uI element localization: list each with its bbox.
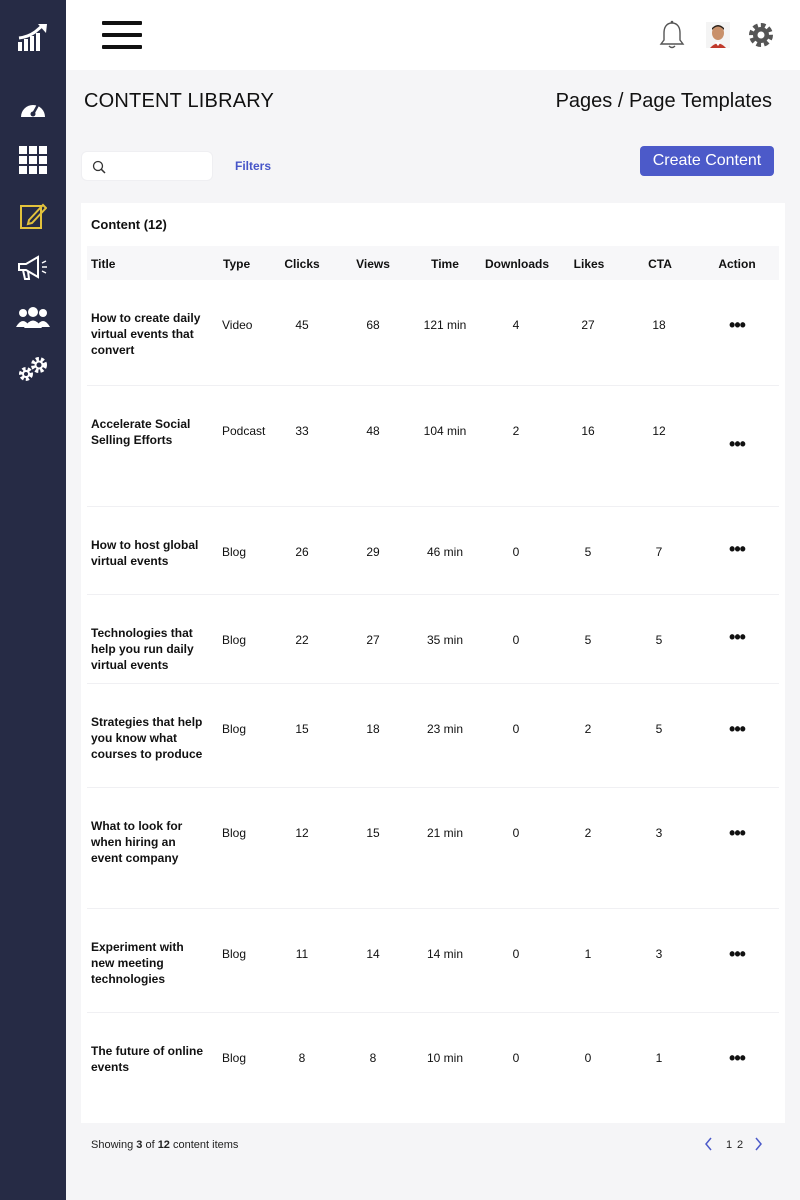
row-likes: 0 <box>584 1051 592 1065</box>
row-cta: 3 <box>655 947 663 961</box>
column-header-likes[interactable]: Likes <box>573 257 605 271</box>
table-row[interactable] <box>81 788 785 909</box>
row-clicks: 26 <box>295 545 309 559</box>
table-row[interactable] <box>81 507 785 595</box>
row-cta: 12 <box>652 424 666 438</box>
row-title[interactable]: Experiment with new meeting technologies <box>91 940 184 986</box>
row-clicks: 22 <box>295 633 309 647</box>
row-actions-icon[interactable]: ••• <box>729 944 745 964</box>
row-title[interactable]: The future of online events <box>91 1044 203 1074</box>
row-title[interactable]: Strategies that help you know what courses to produce <box>91 715 203 761</box>
create-content-button[interactable]: Create Content <box>640 146 774 176</box>
row-type: Podcast <box>222 424 266 438</box>
search-icon <box>92 160 106 174</box>
row-cta: 1 <box>655 1051 663 1065</box>
bell-icon[interactable] <box>656 18 688 52</box>
logo-icon[interactable] <box>0 18 66 58</box>
row-likes: 16 <box>581 424 595 438</box>
row-views: 48 <box>366 424 380 438</box>
grid-icon[interactable] <box>0 140 66 180</box>
row-title[interactable]: How to host global virtual events <box>91 538 199 568</box>
row-type: Blog <box>222 545 247 559</box>
row-clicks: 8 <box>298 1051 306 1065</box>
row-downloads: 2 <box>512 424 520 438</box>
prev-page-icon[interactable] <box>704 1137 714 1154</box>
breadcrumb[interactable]: Pages / Page Templates <box>555 90 772 112</box>
row-title[interactable]: Technologies that help you run daily virtual events <box>91 626 194 672</box>
edit-icon[interactable] <box>0 196 66 236</box>
next-page-icon[interactable] <box>753 1137 763 1154</box>
row-time: 10 min <box>426 1051 464 1065</box>
table-header <box>87 246 779 280</box>
row-actions-icon[interactable]: ••• <box>729 1048 745 1068</box>
table-title: Content (12) <box>91 217 167 232</box>
table-row[interactable] <box>81 386 785 507</box>
row-time: 35 min <box>426 633 464 647</box>
row-cta: 7 <box>655 545 663 559</box>
table-row[interactable] <box>81 595 785 684</box>
avatar[interactable] <box>702 18 734 52</box>
row-cta: 5 <box>655 633 663 647</box>
row-likes: 2 <box>584 722 592 736</box>
column-header-type[interactable]: Type <box>223 257 251 271</box>
row-actions-icon[interactable]: ••• <box>729 823 745 843</box>
row-views: 18 <box>366 722 380 736</box>
row-views: 27 <box>366 633 380 647</box>
row-title[interactable]: What to look for when hiring an event company <box>91 819 183 865</box>
row-clicks: 45 <box>295 318 309 332</box>
row-actions-icon[interactable]: ••• <box>729 627 745 647</box>
menu-icon[interactable] <box>102 21 142 49</box>
column-header-cta[interactable]: CTA <box>648 257 672 271</box>
search-input[interactable] <box>112 156 208 178</box>
row-likes: 27 <box>581 318 595 332</box>
page-number-1[interactable]: 1 <box>726 1139 733 1151</box>
page-title: CONTENT LIBRARY <box>84 90 275 112</box>
row-downloads: 0 <box>512 1051 520 1065</box>
gears-icon[interactable] <box>0 350 66 390</box>
row-downloads: 0 <box>512 722 520 736</box>
row-actions-icon[interactable]: ••• <box>729 315 745 335</box>
row-clicks: 12 <box>295 826 309 840</box>
row-time: 14 min <box>426 947 464 961</box>
row-views: 8 <box>369 1051 377 1065</box>
row-likes: 2 <box>584 826 592 840</box>
row-time: 121 min <box>423 318 467 332</box>
filters-link[interactable]: Filters <box>235 159 272 173</box>
row-actions-icon[interactable]: ••• <box>729 719 745 739</box>
row-downloads: 0 <box>512 826 520 840</box>
row-cta: 18 <box>652 318 666 332</box>
row-time: 21 min <box>426 826 464 840</box>
row-downloads: 0 <box>512 947 520 961</box>
row-type: Video <box>222 318 253 332</box>
row-type: Blog <box>222 1051 247 1065</box>
row-actions-icon[interactable]: ••• <box>729 434 745 454</box>
column-header-time[interactable]: Time <box>431 257 459 271</box>
top-bar <box>66 0 800 70</box>
row-downloads: 0 <box>512 633 520 647</box>
column-header-action: Action <box>718 257 756 271</box>
row-likes: 5 <box>584 633 592 647</box>
content-table-card <box>81 203 785 1123</box>
table-row[interactable] <box>81 280 785 386</box>
row-type: Blog <box>222 947 247 961</box>
table-row[interactable] <box>81 684 785 788</box>
search-box[interactable] <box>81 151 213 181</box>
row-clicks: 15 <box>295 722 309 736</box>
row-views: 68 <box>366 318 380 332</box>
pagination-summary: Showing 3 of 12 content items <box>91 1139 239 1151</box>
row-time: 23 min <box>426 722 464 736</box>
users-icon[interactable] <box>0 298 66 338</box>
column-header-views[interactable]: Views <box>356 257 390 271</box>
row-actions-icon[interactable]: ••• <box>729 539 745 559</box>
row-cta: 3 <box>655 826 663 840</box>
speedometer-icon[interactable] <box>0 88 66 128</box>
row-downloads: 4 <box>512 318 520 332</box>
row-clicks: 11 <box>295 947 309 961</box>
column-header-downloads[interactable]: Downloads <box>484 257 550 271</box>
row-type: Blog <box>222 722 247 736</box>
row-title[interactable]: How to create daily virtual events that convert <box>91 311 201 357</box>
table-row[interactable] <box>81 1013 785 1113</box>
sidebar <box>0 0 66 1200</box>
page-number-2[interactable]: 2 <box>737 1139 744 1151</box>
table-row[interactable] <box>81 909 785 1013</box>
row-views: 15 <box>366 826 380 840</box>
row-views: 29 <box>366 545 380 559</box>
row-title[interactable]: Accelerate Social Selling Efforts <box>91 417 191 447</box>
row-clicks: 33 <box>295 424 309 438</box>
row-type: Blog <box>222 633 247 647</box>
column-header-title[interactable]: Title <box>91 257 116 271</box>
row-likes: 1 <box>584 947 592 961</box>
row-time: 46 min <box>426 545 464 559</box>
row-downloads: 0 <box>512 545 520 559</box>
row-likes: 5 <box>584 545 592 559</box>
column-header-clicks[interactable]: Clicks <box>284 257 320 271</box>
row-cta: 5 <box>655 722 663 736</box>
megaphone-icon[interactable] <box>0 248 66 288</box>
row-type: Blog <box>222 826 247 840</box>
gear-icon[interactable] <box>745 18 777 52</box>
row-time: 104 min <box>423 424 467 438</box>
row-views: 14 <box>366 947 380 961</box>
